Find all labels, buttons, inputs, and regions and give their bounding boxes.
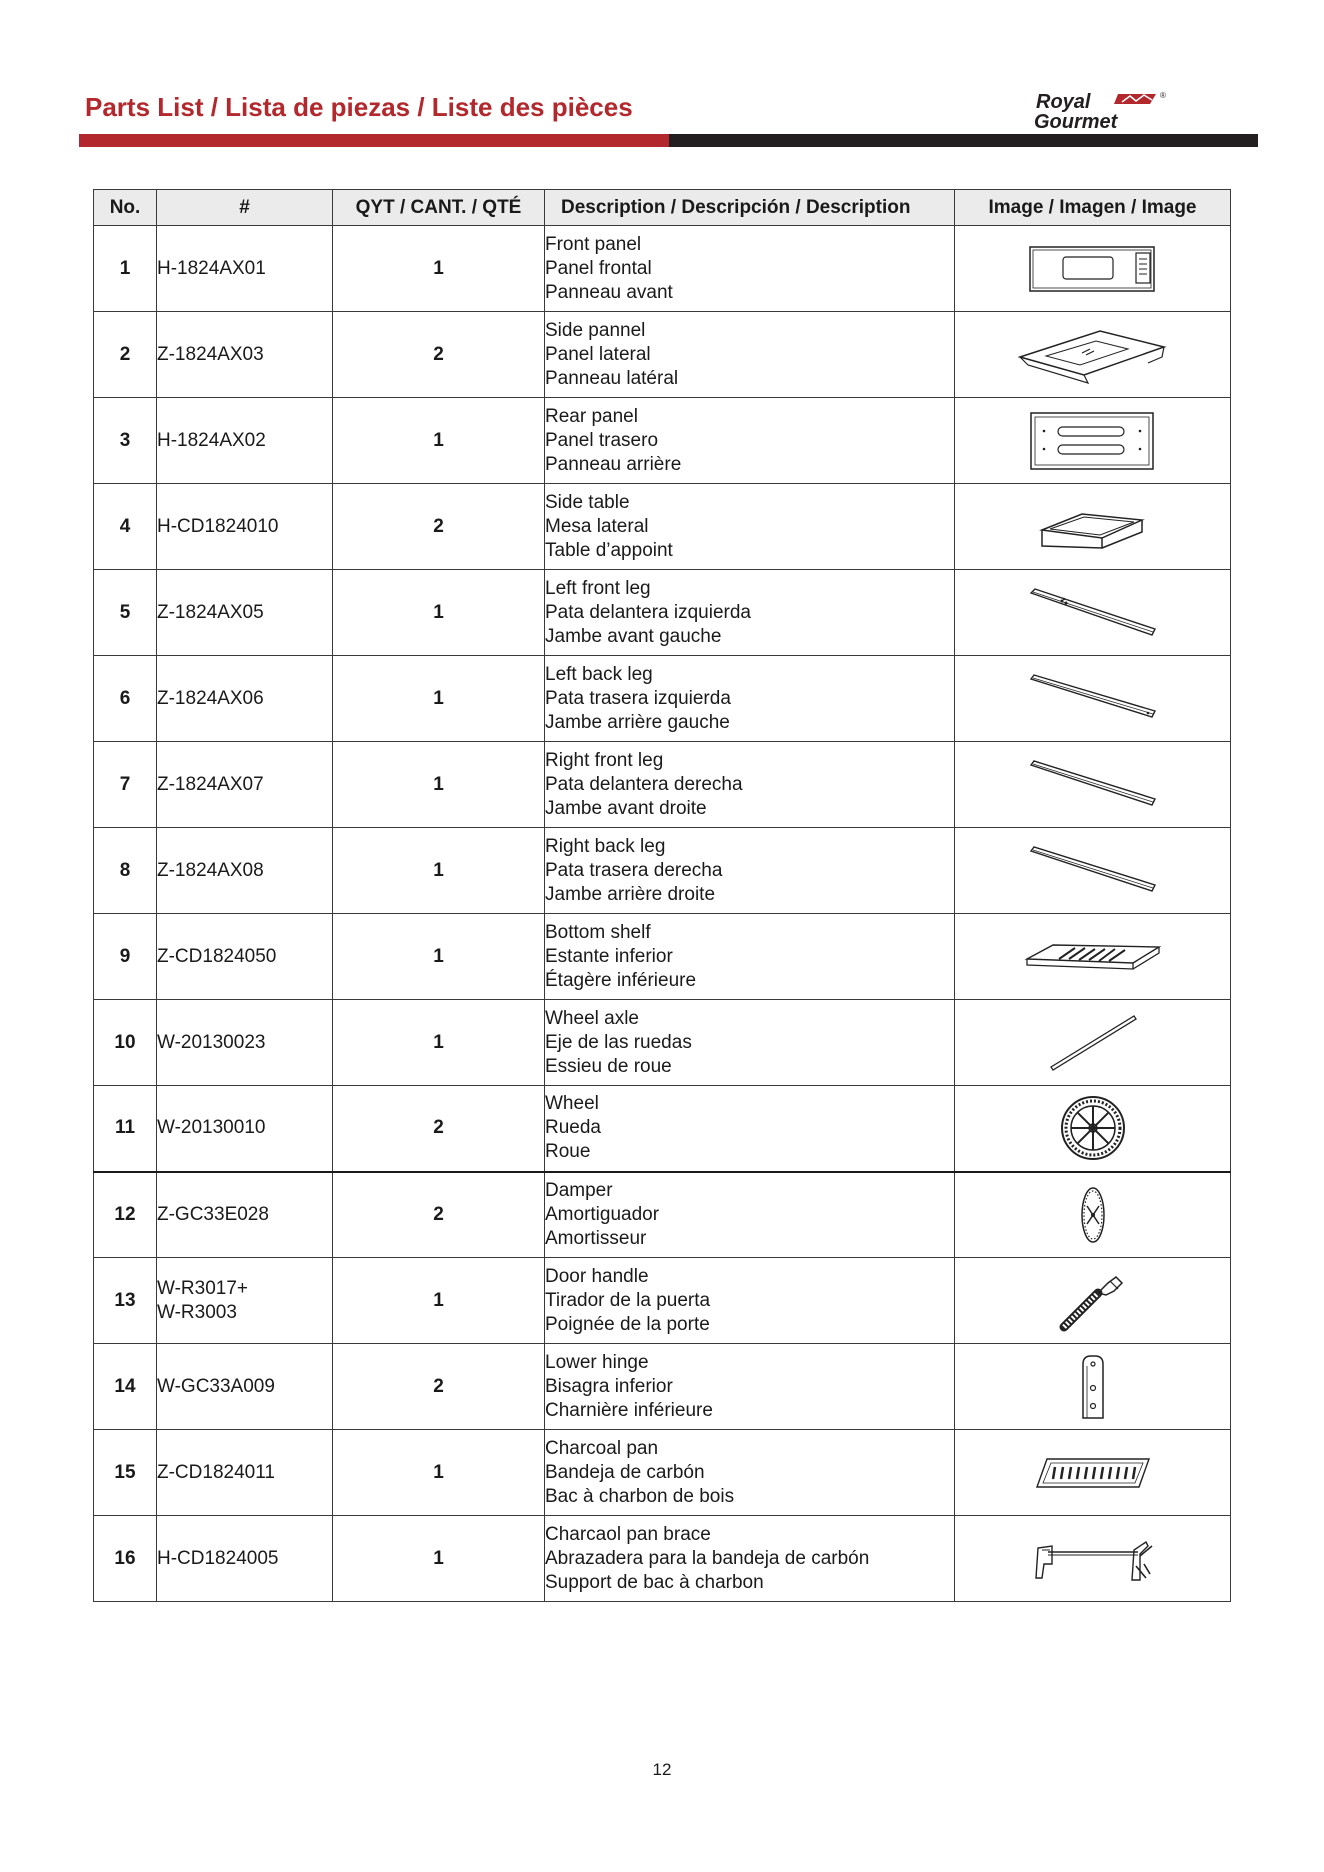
part-code: Z-1824AX03 (157, 312, 333, 398)
part-code: Z-CD1824011 (157, 1430, 333, 1516)
part-code: W-20130010 (157, 1086, 333, 1172)
table-row (94, 742, 1231, 828)
description-en: Left back leg (545, 663, 653, 685)
column-header-qty: QYT / CANT. / QTÉ (333, 190, 545, 226)
description-es: Bisagra inferior (545, 1375, 673, 1397)
side-panel-icon (1018, 323, 1168, 387)
part-description (545, 828, 955, 914)
part-code: H-1824AX02 (157, 398, 333, 484)
part-quantity: 2 (333, 1086, 545, 1172)
part-number: 15 (94, 1430, 157, 1516)
part-quantity: 1 (333, 742, 545, 828)
description-en: Bottom shelf (545, 921, 651, 943)
description-es: Tirador de la puerta (545, 1289, 711, 1311)
part-description (545, 1172, 955, 1258)
description-es: Estante inferior (545, 945, 673, 967)
part-quantity: 1 (333, 656, 545, 742)
page-number: 12 (652, 1760, 672, 1779)
part-quantity: 1 (333, 1258, 545, 1344)
brand-flag-icon (1114, 94, 1156, 104)
description-fr: Jambe arrière droite (545, 883, 716, 905)
description-es: Abrazadera para la bandeja de carbón (545, 1547, 870, 1569)
table-row (94, 484, 1231, 570)
part-description (545, 312, 955, 398)
royal-gourmet-logo (1030, 88, 1250, 134)
rear-panel-icon (1028, 409, 1158, 473)
description-en: Wheel (545, 1093, 599, 1115)
description-fr: Étagère inférieure (545, 969, 697, 991)
part-number: 6 (94, 656, 157, 742)
part-description (545, 570, 955, 656)
part-description (545, 484, 955, 570)
description-en: Left front leg (545, 577, 651, 599)
part-number: 2 (94, 312, 157, 398)
part-number: 9 (94, 914, 157, 1000)
table-row (94, 226, 1231, 312)
part-description (545, 1516, 955, 1602)
description-fr: Jambe arrière gauche (545, 711, 730, 733)
left-front-leg-icon (1028, 583, 1158, 643)
part-code: Z-1824AX08 (157, 828, 333, 914)
door-handle-icon (1058, 1269, 1128, 1333)
description-en: Door handle (545, 1265, 649, 1287)
damper-icon (1075, 1184, 1111, 1246)
part-description (545, 1000, 955, 1086)
part-number: 8 (94, 828, 157, 914)
page-title: Parts List / Lista de piezas / Liste des pièces (85, 92, 633, 122)
part-number: 4 (94, 484, 157, 570)
description-en: Charcoal pan (545, 1437, 659, 1459)
part-code: Z-CD1824050 (157, 914, 333, 1000)
part-code: H-CD1824005 (157, 1516, 333, 1602)
part-description (545, 1086, 955, 1172)
part-code: Z-1824AX06 (157, 656, 333, 742)
description-fr: Jambe avant droite (545, 797, 707, 819)
part-quantity: 2 (333, 1172, 545, 1258)
part-number: 16 (94, 1516, 157, 1602)
description-es: Pata delantera izquierda (545, 601, 751, 623)
part-number: 14 (94, 1344, 157, 1430)
part-quantity: 2 (333, 484, 545, 570)
table-row (94, 1086, 1231, 1172)
part-code: Z-1824AX05 (157, 570, 333, 656)
part-description (545, 1344, 955, 1430)
description-en: Side pannel (545, 319, 646, 341)
column-header-code: # (157, 190, 333, 226)
registered-mark: ® (1160, 91, 1166, 100)
right-front-leg-icon (1028, 757, 1158, 813)
description-fr: Poignée de la porte (545, 1313, 710, 1335)
part-number: 3 (94, 398, 157, 484)
header-bar-dark (669, 134, 1258, 147)
side-table-icon (1038, 502, 1148, 552)
table-row (94, 1258, 1231, 1344)
description-fr: Roue (545, 1141, 591, 1163)
description-fr: Jambe avant gauche (545, 625, 722, 647)
part-quantity: 1 (333, 828, 545, 914)
description-es: Amortiguador (545, 1203, 660, 1225)
part-code: W-20130023 (157, 1000, 333, 1086)
description-es: Rueda (545, 1117, 601, 1139)
part-quantity: 1 (333, 570, 545, 656)
description-en: Right back leg (545, 835, 666, 857)
column-header-description: Description / Descripción / Description (545, 190, 955, 226)
lower-hinge-icon (1073, 1352, 1113, 1422)
table-row (94, 914, 1231, 1000)
part-quantity: 2 (333, 1344, 545, 1430)
part-quantity: 1 (333, 1516, 545, 1602)
charcoal-pan-icon (1033, 1453, 1153, 1493)
header-bar-red (79, 134, 669, 147)
part-code: W-GC33A009 (157, 1344, 333, 1430)
description-es: Pata delantera derecha (545, 773, 743, 795)
description-fr: Essieu de roue (545, 1055, 672, 1077)
part-quantity: 1 (333, 914, 545, 1000)
description-es: Panel trasero (545, 429, 659, 451)
left-back-leg-icon (1028, 671, 1158, 727)
part-quantity: 1 (333, 226, 545, 312)
description-en: Rear panel (545, 405, 638, 427)
description-fr: Panneau arrière (545, 453, 682, 475)
part-number: 12 (94, 1172, 157, 1258)
description-en: Damper (545, 1179, 613, 1201)
table-row (94, 1430, 1231, 1516)
table-row (94, 828, 1231, 914)
description-en: Right front leg (545, 749, 664, 771)
parts-table (93, 189, 1231, 1602)
part-code: H-1824AX01 (157, 226, 333, 312)
right-back-leg-icon (1028, 843, 1158, 899)
description-en: Charcaol pan brace (545, 1523, 711, 1545)
front-panel-icon (1028, 239, 1158, 299)
description-en: Front panel (545, 233, 642, 255)
description-es: Panel frontal (545, 257, 652, 279)
part-number: 13 (94, 1258, 157, 1344)
description-fr: Panneau latéral (545, 367, 679, 389)
part-number: 11 (94, 1086, 157, 1172)
description-es: Mesa lateral (545, 515, 649, 537)
description-es: Panel lateral (545, 343, 651, 365)
description-fr: Table d’appoint (545, 539, 673, 561)
table-row (94, 1172, 1231, 1258)
part-number: 1 (94, 226, 157, 312)
wheel-icon (1058, 1093, 1128, 1163)
part-description (545, 914, 955, 1000)
description-es: Pata trasera izquierda (545, 687, 731, 709)
description-fr: Amortisseur (545, 1227, 647, 1249)
description-es: Pata trasera derecha (545, 859, 723, 881)
part-number: 10 (94, 1000, 157, 1086)
part-code: W-R3017+ W-R3003 (157, 1258, 333, 1344)
table-row (94, 656, 1231, 742)
description-en: Wheel axle (545, 1007, 639, 1029)
part-quantity: 1 (333, 1000, 545, 1086)
part-quantity: 2 (333, 312, 545, 398)
part-description (545, 226, 955, 312)
part-description (545, 1258, 955, 1344)
part-description (545, 398, 955, 484)
wheel-axle-icon (1048, 1013, 1138, 1073)
part-quantity: 1 (333, 398, 545, 484)
table-row (94, 398, 1231, 484)
table-row (94, 312, 1231, 398)
column-header-image: Image / Imagen / Image (955, 190, 1231, 226)
description-fr: Support de bac à charbon (545, 1571, 764, 1593)
description-en: Side table (545, 491, 630, 513)
description-fr: Charnière inférieure (545, 1399, 713, 1421)
description-es: Bandeja de carbón (545, 1461, 705, 1483)
part-code: H-CD1824010 (157, 484, 333, 570)
part-quantity: 1 (333, 1430, 545, 1516)
description-es: Eje de las ruedas (545, 1031, 692, 1053)
part-number: 7 (94, 742, 157, 828)
bottom-shelf-icon (1023, 937, 1163, 977)
table-row (94, 570, 1231, 656)
description-en: Lower hinge (545, 1351, 649, 1373)
brand-line-1: Royal (1036, 91, 1091, 113)
description-fr: Panneau avant (545, 281, 673, 303)
part-code: Z-1824AX07 (157, 742, 333, 828)
column-header-no: No. (94, 190, 157, 226)
part-code: Z-GC33E028 (157, 1172, 333, 1258)
part-description (545, 1430, 955, 1516)
table-row (94, 1516, 1231, 1602)
brand-line-2: Gourmet (1034, 111, 1118, 133)
table-header-row (94, 190, 1231, 226)
description-fr: Bac à charbon de bois (545, 1485, 735, 1507)
part-number: 5 (94, 570, 157, 656)
part-description (545, 656, 955, 742)
part-description (545, 742, 955, 828)
table-row (94, 1344, 1231, 1430)
charcoal-pan-brace-icon (1028, 1534, 1158, 1584)
table-row (94, 1000, 1231, 1086)
